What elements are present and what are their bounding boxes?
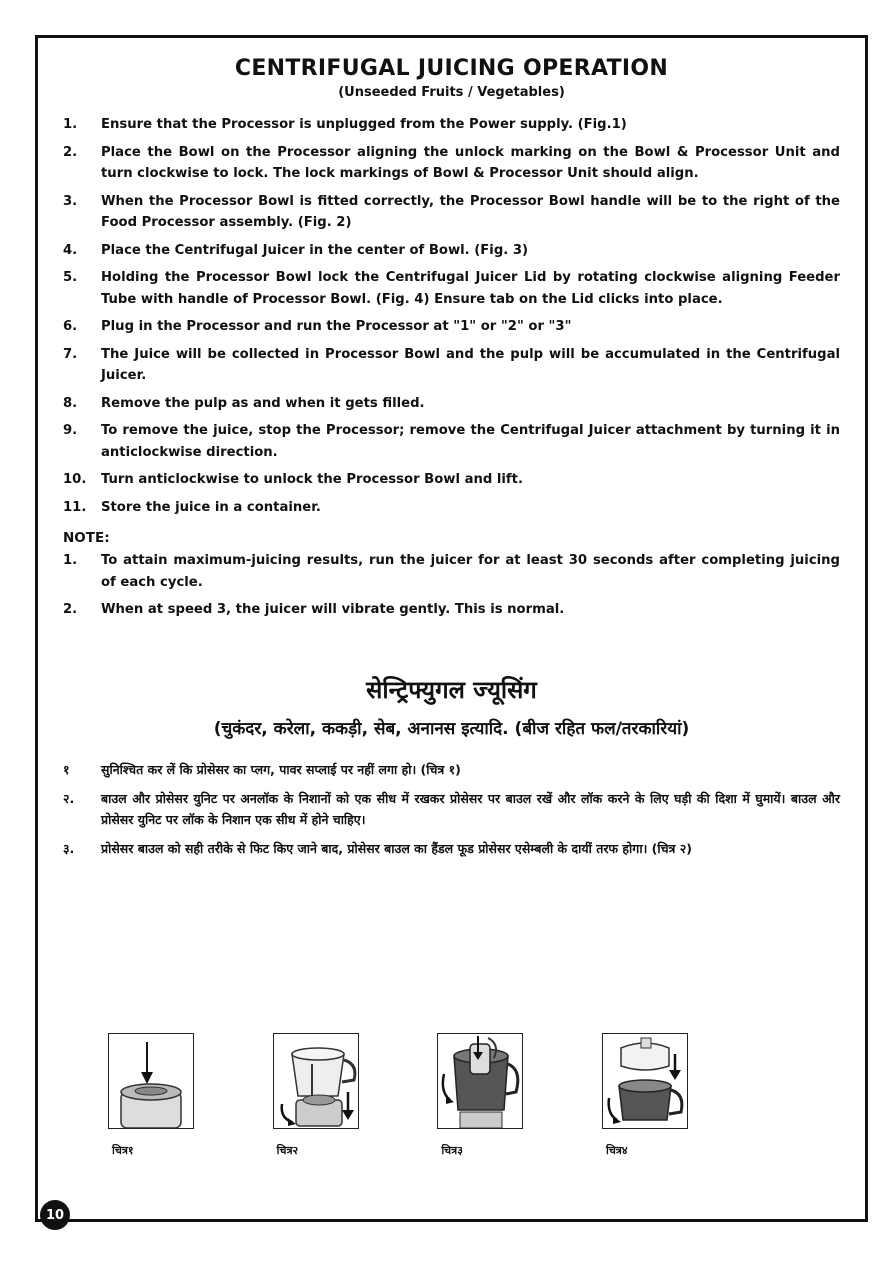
page-number: 10 [40,1200,70,1230]
notes-list [63,550,840,621]
hindi-steps-list [63,759,840,859]
list-item: 3. When the Processor Bowl is fitted correctly, the Processor Bowl handle will be to the right of the Food Processor assembly. (Fig. 2) [63,193,840,230]
bowl-lock-icon [274,1034,358,1128]
list-item: ३. प्रोसेसर बाउल को सही तरीके से फिट किए जाने बाद, प्रोसेसर बाउल का हैंडल फूड प्रोसेसर एसेम्बली के दायीं तरफ होगा। (चित्र २) [63,840,693,856]
list-item: 5. Holding the Processor Bowl lock the Centrifugal Juicer Lid by rotating clockwise aligning Feeder Tube with handle of Processor Bowl. (Fig. 4) Ensure tab on the Lid clicks into place. [63,270,840,307]
list-item: 8. Remove the pulp as and when it gets filled. [63,395,425,411]
note-heading: NOTE: [63,530,110,546]
steps-list [63,114,840,518]
figure-2 [273,1033,359,1183]
juicer-lid-icon [603,1034,687,1128]
figure-4 [602,1033,688,1183]
list-item: 11. Store the juice in a container. [63,499,321,515]
figure-3 [437,1033,523,1183]
list-item: 9. To remove the juice, stop the Processor; remove the Centrifugal Juicer attachment by turning it in anticlockwise direction. [63,423,840,460]
figures-row [108,1033,688,1183]
list-item: 1. To attain maximum-juicing results, run the juicer for at least 30 seconds after completing juicing of each cycle. [63,553,840,590]
page-title: CENTRIFUGAL JUICING OPERATION [234,56,669,81]
figure-label: चित्र३ [441,1144,463,1157]
list-item: २. बाउल और प्रोसेसर युनिट पर अनलॉक के निशानों को एक सीध में रखकर प्रोसेसर पर बाउल रखें और लॉक करने के लिए घड़ी की दिशा में घुमायें। बाउल और प्रोसेसर युनिट पर लॉक के निशान एक सीध में होने चाहिए। [63,790,840,827]
hindi-subtitle: (चुकंदर, करेला, ककड़ी, सेब, अनानस इत्यादि. (बीज रहित फल/तरकारियां) [213,718,690,739]
juicer-insert-icon [438,1034,522,1128]
list-item: 4. Place the Centrifugal Juicer in the center of Bowl. (Fig. 3) [63,242,529,258]
figure-label: चित्र१ [112,1144,134,1157]
figure-label: चित्र२ [276,1144,299,1157]
list-item: 2. When at speed 3, the juicer will vibrate gently. This is normal. [63,602,565,617]
list-item: 7. The Juice will be collected in Processor Bowl and the pulp will be accumulated in the Centrifugal Juicer. [63,346,840,383]
list-item: 2. Place the Bowl on the Processor aligning the unlock marking on the Bowl & Processor Unit and turn clockwise to lock. The lock markings of Bowl & Processor Unit should align. [63,144,840,181]
hindi-title: सेन्ट्रिफ्युगल ज्यूसिंग [366,675,537,704]
processor-base-icon [109,1034,193,1128]
list-item: 6. Plug in the Processor and run the Processor at "1" or "2" or "3" [63,319,572,334]
figure-label: चित्र४ [605,1144,628,1157]
list-item: 10. Turn anticlockwise to unlock the Processor Bowl and lift. [63,472,523,487]
figure-1 [108,1033,194,1183]
page-subtitle: (Unseeded Fruits / Vegetables) [338,85,565,100]
list-item: 1. Ensure that the Processor is unplugged from the Power supply. (Fig.1) [63,117,627,132]
list-item: १ सुनिश्चित कर लें कि प्रोसेसर का प्लग, पावर सप्लाई पर नहीं लगा हो। (चित्र १) [63,761,461,777]
